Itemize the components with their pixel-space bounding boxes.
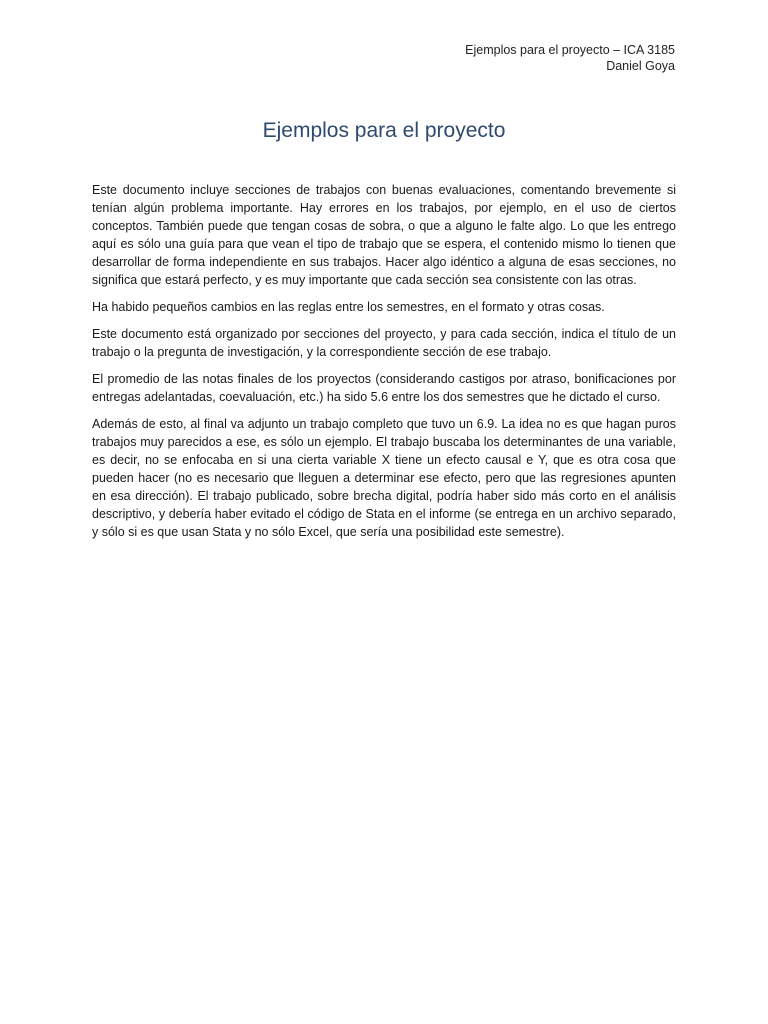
- paragraph-rule-changes: Ha habido pequeños cambios en las reglas entre los semestres, en el formato y otras cosas.: [92, 300, 605, 314]
- header-author-line: Daniel Goya: [606, 59, 675, 73]
- header-course-line: Ejemplos para el proyecto – ICA 3185: [465, 43, 675, 57]
- document-title: Ejemplos para el proyecto: [262, 119, 506, 142]
- paragraph-intro: Este documento incluye secciones de trabajos con buenas evaluaciones, comentando brevemente si tenían algún problema importante. Hay errores en los trabajos, por ejemplo, en el uso de ciertos conceptos. También puede que tengan cosas de sobra, o que a alguno le falte algo. Lo que les entrego aquí es sólo una guía para que vean el tipo de trabajo que se espera, el contenido mismo lo tienen que desarrollar de forma independiente en sus trabajos. Hacer algo idéntico a alguna de esas secciones, no significa que estará perfecto, y es muy importante que cada sección sea consistente con las otras.: [92, 183, 676, 287]
- paragraph-organization: Este documento está organizado por secciones del proyecto, y para cada sección, indica el título de un trabajo o la pregunta de investigación, y la correspondiente sección de ese trabajo.: [92, 327, 676, 359]
- document-body: [92, 181, 676, 550]
- paragraph-attached-example: Además de esto, al final va adjunto un trabajo completo que tuvo un 6.9. La idea no es que hagan puros trabajos muy parecidos a ese, es sólo un ejemplo. El trabajo buscaba los determinantes de una variable, es decir, no se enfocaba en si una cierta variable X tiene un efecto causal e Y, que es otra cosa que pueden hacer (no es necesario que lleguen a determinar ese efecto, pero que las regresiones apunten en esa dirección). El trabajo publicado, sobre brecha digital, podría haber sido más corto en el análisis descriptivo, y debería haber evitado el código de Stata en el informe (se entrega en un archivo separado, y sólo si es que usan Stata y no sólo Excel, que sería una posibilidad este semestre).: [92, 417, 676, 539]
- page-header: [465, 42, 675, 74]
- paragraph-grade-average: El promedio de las notas finales de los proyectos (considerando castigos por atraso, bonificaciones por entregas adelantadas, coevaluación, etc.) ha sido 5.6 entre los dos semestres que he dictado el curso.: [92, 372, 676, 404]
